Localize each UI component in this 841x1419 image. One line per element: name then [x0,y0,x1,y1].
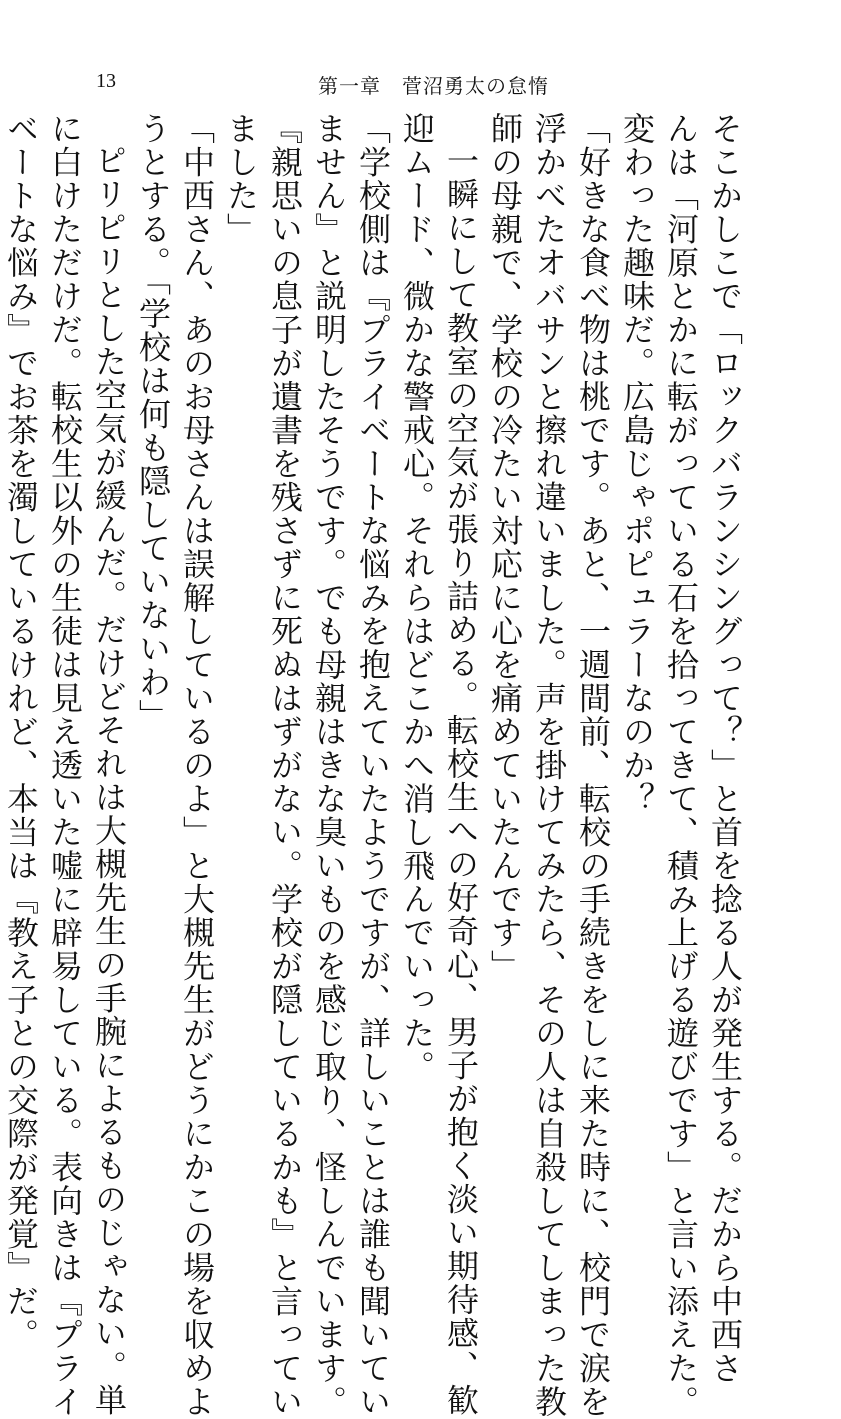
text-line: 一瞬にして教室の空気が張り詰める。転校生への好奇心、男子が抱く淡い期待感、歓 [442,144,480,1417]
text-line: そこかしこで「ロックバランシングって？」と首を捻る人が発生する。だから中西さ [706,112,744,1385]
text-line: 迎ムード、微かな警戒心。それらはどこかへ消し飛んでいった。 [398,112,436,1084]
text-line: 「学校側は『プライベートな悩みを抱えていたようですが、詳しいことは誰も聞いてい [354,112,392,1419]
text-line: 「中西さん、あのお母さんは誤解しているのよ」と大槻先生がどうにかこの場を収めよ [178,112,216,1419]
text-line: 「好きな食べ物は桃です。あと、一週間前、転校の手続きをしに来た時に、校門で涙を [574,112,612,1419]
text-line: 変わった趣味だ。広島じゃポピュラーなのか？ [618,112,656,816]
text-line: 浮かべたオバサンと擦れ違いました。声を掛けてみたら、その人は自殺してしまった教 [530,112,568,1419]
text-line: ベートな悩み』でお茶を濁しているけれど、本当は『教え子との交際が発覚』だ。 [2,112,40,1352]
text-line: ピリピリとした空気が緩んだ。だけどそれは大槻先生の手腕によるものじゃない。単 [90,144,128,1417]
page-number: 13 [96,70,116,92]
text-line: 『親思いの息子が遺書を残さずに死ぬはずがない。学校が隠しているかも』と言ってい [266,112,304,1419]
running-header: 第一章 菅沼勇太の怠惰 [318,74,549,98]
text-line: ません』と説明したそうです。でも母親はきな臭いものを感じ取り、怪しんでいます。 [310,112,348,1419]
body-text [0,112,747,1419]
text-line: うとする。「学校は何も隠していないわ」 [134,112,172,733]
text-line: に白けただけだ。転校生以外の生徒は見え透いた嘘に辟易している。表向きは『プライ [46,112,84,1419]
text-line: 師の母親で、学校の冷たい対応に心を痛めていたんです」 [486,112,524,983]
text-line: んは「河原とかに転がっている石を拾ってきて、積み上げる遊びです」と言い添えた。 [662,112,700,1419]
text-line: ました」 [222,112,260,246]
